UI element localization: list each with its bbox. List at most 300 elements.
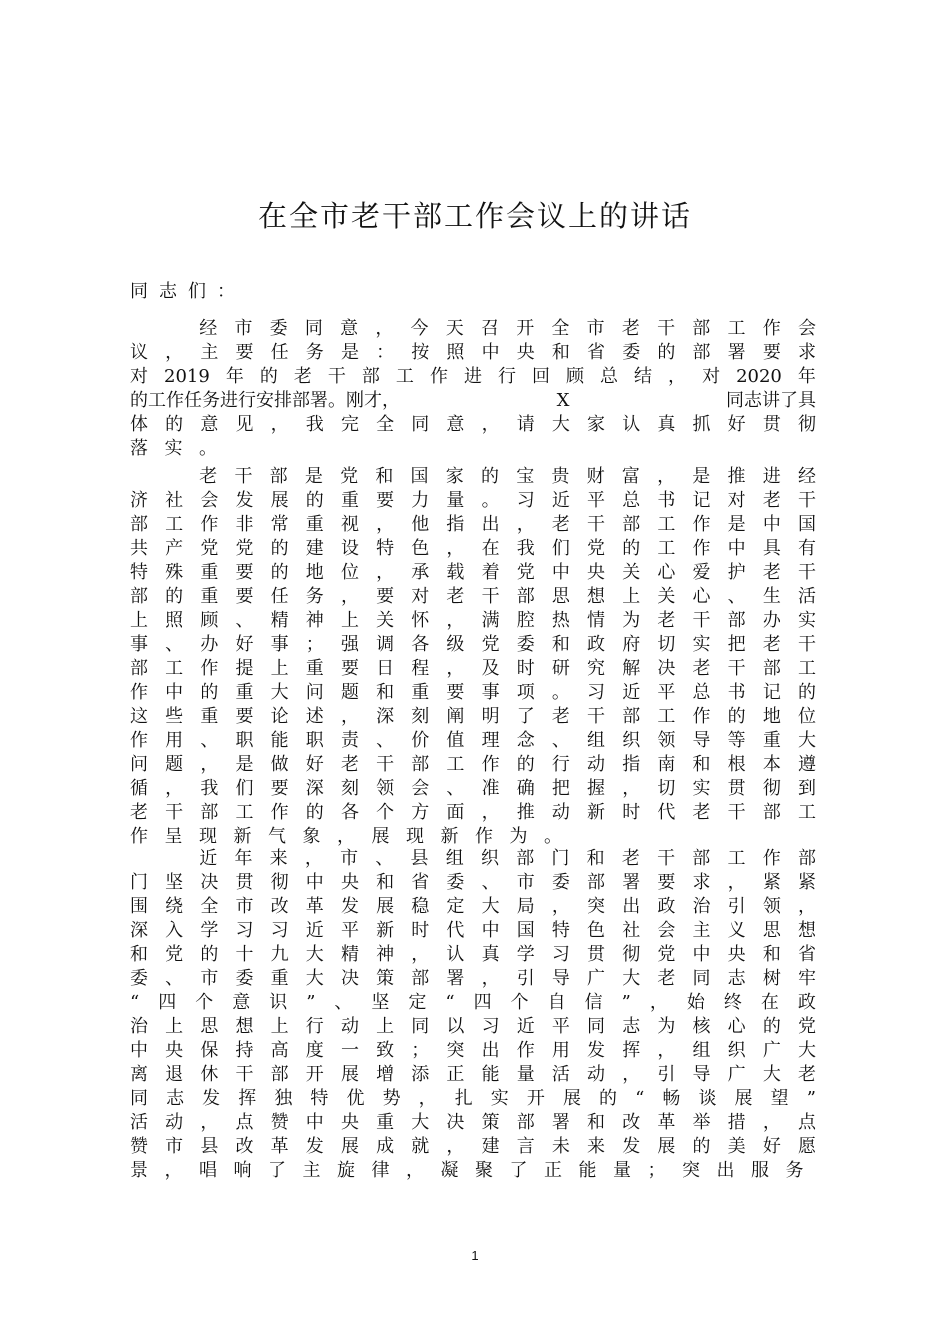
glyph: 赞 — [270, 1112, 289, 1133]
glyph: ， — [375, 318, 394, 339]
glyph: 的 — [599, 1088, 618, 1109]
glyph: 些 — [165, 706, 184, 727]
glyph: 畅 — [662, 1088, 681, 1109]
glyph: 等 — [727, 730, 746, 751]
glyph: 指 — [622, 754, 641, 775]
glyph: 展 — [376, 896, 395, 917]
glyph: 组 — [445, 848, 464, 869]
glyph: 理 — [481, 730, 500, 751]
glyph: 治 — [130, 1016, 148, 1037]
glyph: 作 — [692, 514, 711, 535]
glyph: 的 — [305, 802, 324, 823]
glyph: 想 — [587, 586, 606, 607]
glyph: 优 — [346, 1088, 365, 1109]
glyph: 经 — [199, 318, 218, 339]
glyph: 循 — [130, 778, 148, 799]
glyph: 握 — [587, 778, 606, 799]
glyph: 常 — [270, 514, 289, 535]
glyph: 牢 — [797, 968, 816, 989]
glyph: 作 — [516, 1040, 535, 1061]
glyph: 退 — [165, 1064, 184, 1085]
glyph: ； — [647, 1160, 666, 1181]
glyph: 的 — [797, 682, 816, 703]
glyph: 央 — [340, 872, 359, 893]
glyph: 求 — [692, 872, 711, 893]
glyph: 干 — [481, 586, 500, 607]
glyph: 为 — [622, 610, 641, 631]
glyph: 近 — [199, 848, 218, 869]
glyph: 着 — [481, 562, 500, 583]
paragraph-line — [130, 1111, 816, 1135]
glyph: 彻 — [622, 944, 641, 965]
glyph: 认 — [622, 414, 641, 435]
glyph: 央 — [516, 342, 535, 363]
glyph: ， — [270, 414, 289, 435]
glyph: 部 — [622, 514, 641, 535]
glyph: 工 — [657, 514, 676, 535]
glyph: 中 — [305, 872, 324, 893]
glyph: 同志讲了具 — [725, 390, 816, 411]
glyph: 指 — [446, 514, 465, 535]
glyph: 工 — [727, 848, 746, 869]
glyph: 宝 — [516, 466, 535, 487]
glyph: 织 — [727, 1040, 746, 1061]
glyph: 是 — [727, 514, 746, 535]
glyph: 府 — [622, 634, 641, 655]
glyph: 全 — [200, 896, 219, 917]
glyph: 发 — [202, 1088, 221, 1109]
glyph: 贯 — [587, 944, 606, 965]
glyph: 好 — [727, 414, 746, 435]
glyph: 县 — [410, 848, 429, 869]
glyph: 作 — [200, 514, 219, 535]
glyph: 位 — [340, 562, 359, 583]
glyph: 市 — [200, 968, 219, 989]
glyph: 导 — [692, 730, 711, 751]
glyph: ， — [200, 1112, 219, 1133]
paragraph-line — [130, 777, 816, 801]
glyph: 年 — [797, 366, 816, 387]
glyph: 决 — [657, 658, 676, 679]
glyph: 个 — [510, 992, 529, 1013]
glyph: 。 — [544, 826, 562, 847]
glyph: 是 — [235, 754, 254, 775]
glyph: 项 — [516, 682, 535, 703]
glyph: 议 — [130, 342, 148, 363]
glyph: 组 — [692, 1040, 711, 1061]
glyph: 总 — [692, 682, 711, 703]
glyph: 刻 — [411, 706, 430, 727]
glyph: 展 — [657, 1136, 676, 1157]
glyph: 的 — [259, 366, 278, 387]
glyph: 2020 — [736, 366, 782, 387]
glyph: 国 — [410, 466, 429, 487]
glyph: 记 — [762, 682, 781, 703]
glyph: 的 — [516, 754, 535, 775]
glyph: 重 — [270, 968, 289, 989]
glyph: 部 — [130, 586, 148, 607]
glyph: 工 — [797, 658, 816, 679]
glyph: 决 — [446, 1112, 465, 1133]
glyph: 部 — [269, 466, 288, 487]
glyph: 地 — [305, 562, 324, 583]
glyph: 、 — [446, 778, 465, 799]
glyph: 今 — [410, 318, 429, 339]
glyph: 进 — [463, 366, 482, 387]
glyph: 和 — [551, 342, 570, 363]
glyph: 市 — [234, 318, 253, 339]
glyph: 刻 — [340, 778, 359, 799]
glyph: 中 — [165, 682, 184, 703]
glyph: 彻 — [270, 872, 289, 893]
glyph: ； — [411, 1040, 430, 1061]
glyph: 新 — [376, 920, 395, 941]
glyph: 正 — [544, 1160, 562, 1181]
glyph: 。 — [551, 682, 570, 703]
glyph: 工 — [446, 754, 465, 775]
glyph: 大 — [411, 1112, 430, 1133]
glyph: 旋 — [337, 1160, 355, 1181]
glyph: 织 — [480, 848, 499, 869]
glyph: 大 — [270, 682, 289, 703]
glyph: 能 — [481, 1064, 500, 1085]
glyph: 署 — [551, 1112, 570, 1133]
paragraph-3 — [130, 847, 816, 1183]
glyph: ； — [305, 634, 324, 655]
glyph: ” — [306, 992, 316, 1013]
glyph: 满 — [481, 610, 500, 631]
glyph: 重 — [762, 730, 781, 751]
glyph: 色 — [411, 538, 430, 559]
glyph: 党 — [340, 466, 359, 487]
glyph: 能 — [270, 730, 289, 751]
glyph: 位 — [797, 706, 816, 727]
glyph: 阐 — [446, 706, 465, 727]
glyph: 结 — [634, 366, 653, 387]
glyph: 个 — [376, 802, 395, 823]
glyph: 治 — [692, 896, 711, 917]
glyph: 职 — [305, 730, 324, 751]
glyph: 南 — [657, 754, 676, 775]
glyph: 大 — [305, 968, 324, 989]
glyph: 这 — [130, 706, 148, 727]
glyph: 重 — [305, 658, 324, 679]
glyph: 工 — [165, 658, 184, 679]
glyph: 、 — [727, 586, 746, 607]
glyph: 委 — [130, 968, 148, 989]
glyph: 意 — [340, 318, 359, 339]
glyph: 委 — [551, 872, 570, 893]
glyph: 坚 — [371, 992, 390, 1013]
glyph: 坚 — [165, 872, 184, 893]
glyph: 大 — [797, 1040, 816, 1061]
glyph: 地 — [762, 706, 781, 727]
glyph: 色 — [587, 920, 606, 941]
glyph: 成 — [376, 1136, 395, 1157]
glyph: 怀 — [411, 610, 430, 631]
glyph: 改 — [622, 1112, 641, 1133]
glyph: 大 — [481, 896, 500, 917]
glyph: 、 — [165, 634, 184, 655]
glyph: 2019 — [164, 366, 210, 387]
glyph: 作 — [481, 754, 500, 775]
glyph: 是 — [340, 342, 359, 363]
glyph: ， — [622, 1064, 641, 1085]
glyph: 意 — [446, 414, 465, 435]
glyph: 稳 — [411, 896, 430, 917]
glyph: 建 — [305, 538, 324, 559]
glyph: 领 — [657, 730, 676, 751]
glyph: 自 — [547, 992, 566, 1013]
glyph: 要 — [270, 778, 289, 799]
glyph: 干 — [657, 318, 676, 339]
glyph: 真 — [481, 944, 500, 965]
glyph: 作 — [692, 706, 711, 727]
glyph: 老 — [762, 634, 781, 655]
glyph: 、 — [165, 968, 184, 989]
glyph: 和 — [587, 1112, 606, 1133]
glyph: 持 — [235, 1040, 254, 1061]
glyph: 党 — [165, 944, 184, 965]
glyph: 想 — [235, 1016, 254, 1037]
glyph: 始 — [686, 992, 705, 1013]
glyph: ， — [481, 802, 500, 823]
glyph: 。 — [481, 490, 500, 511]
glyph: 平 — [657, 682, 676, 703]
glyph: 谈 — [698, 1088, 717, 1109]
glyph: 老 — [692, 802, 711, 823]
glyph: ， — [668, 366, 687, 387]
glyph: 干 — [587, 706, 606, 727]
glyph: 策 — [481, 1112, 500, 1133]
glyph: 用 — [551, 1040, 570, 1061]
glyph: 题 — [340, 682, 359, 703]
glyph: 市 — [235, 896, 254, 917]
glyph: ， — [165, 342, 184, 363]
glyph: 彻 — [797, 414, 816, 435]
glyph: 新 — [233, 826, 252, 847]
glyph: 价 — [411, 730, 430, 751]
glyph: 工 — [797, 802, 816, 823]
glyph: ， — [446, 610, 465, 631]
glyph: 和 — [130, 944, 148, 965]
glyph: 决 — [200, 872, 219, 893]
paragraph-line — [130, 537, 816, 561]
paragraph-line — [130, 633, 816, 657]
glyph: 天 — [445, 318, 464, 339]
glyph: 入 — [165, 920, 184, 941]
glyph: 展 — [340, 1064, 359, 1085]
glyph: ， — [340, 586, 359, 607]
glyph: 中 — [551, 562, 570, 583]
glyph: 动 — [165, 1112, 184, 1133]
glyph: 重 — [200, 706, 219, 727]
glyph: 推 — [516, 802, 535, 823]
paragraph-line — [130, 561, 816, 585]
glyph: 习 — [587, 682, 606, 703]
glyph: 组 — [587, 730, 606, 751]
glyph: 深 — [305, 778, 324, 799]
paragraph-1 — [130, 317, 816, 461]
glyph: 委 — [269, 318, 288, 339]
glyph: 时 — [411, 920, 430, 941]
glyph: 在 — [760, 992, 779, 1013]
glyph: 贯 — [235, 872, 254, 893]
glyph: 上 — [270, 1016, 289, 1037]
glyph: 署 — [446, 968, 465, 989]
glyph: 力 — [411, 490, 430, 511]
glyph: 导 — [551, 968, 570, 989]
glyph: 实 — [490, 1088, 509, 1109]
paragraph-line — [130, 365, 816, 389]
glyph: 义 — [727, 920, 746, 941]
glyph: 活 — [797, 586, 816, 607]
glyph: 县 — [200, 1136, 219, 1157]
page-number: 1 — [471, 1248, 479, 1263]
glyph: 热 — [551, 610, 570, 631]
glyph: ， — [727, 872, 746, 893]
glyph: 了 — [516, 706, 535, 727]
glyph: 载 — [446, 562, 465, 583]
glyph: 求 — [797, 342, 816, 363]
glyph: 革 — [657, 1112, 676, 1133]
glyph: 真 — [657, 414, 676, 435]
glyph: 作 — [429, 366, 448, 387]
glyph: 发 — [340, 896, 359, 917]
glyph: 干 — [727, 658, 746, 679]
glyph: 党 — [587, 538, 606, 559]
glyph: 发 — [305, 1136, 324, 1157]
glyph: 对 — [702, 366, 721, 387]
glyph: 平 — [587, 490, 606, 511]
glyph: 彻 — [762, 778, 781, 799]
glyph: 和 — [551, 634, 570, 655]
glyph: 同 — [304, 318, 323, 339]
glyph: 。 — [199, 438, 217, 459]
glyph: 是 — [304, 466, 323, 487]
glyph: 部 — [516, 848, 535, 869]
glyph: 引 — [657, 1064, 676, 1085]
glyph: 部 — [411, 968, 430, 989]
glyph: 工 — [657, 706, 676, 727]
indent-spacer — [130, 317, 182, 341]
glyph: 作 — [762, 318, 781, 339]
glyph: 是 — [692, 466, 711, 487]
glyph: 四 — [158, 992, 177, 1013]
paragraph-line — [130, 943, 816, 967]
glyph: 要 — [235, 706, 254, 727]
glyph: ， — [165, 778, 184, 799]
glyph: 出 — [622, 896, 641, 917]
glyph: 的 — [165, 586, 184, 607]
glyph: 言 — [516, 1136, 535, 1157]
glyph: 重 — [200, 586, 219, 607]
glyph: 举 — [692, 1112, 711, 1133]
indent-spacer — [130, 465, 182, 489]
glyph: 我 — [516, 538, 535, 559]
glyph: 干 — [797, 562, 816, 583]
paragraph-line — [130, 1087, 816, 1111]
glyph: 唱 — [199, 1160, 217, 1181]
glyph: 休 — [200, 1064, 219, 1085]
glyph: 共 — [130, 538, 148, 559]
paragraph-line — [130, 753, 816, 777]
glyph: 保 — [200, 1040, 219, 1061]
glyph: 能 — [578, 1160, 597, 1181]
glyph: 上 — [340, 610, 359, 631]
glyph: ， — [406, 1160, 424, 1181]
glyph: 党 — [235, 538, 254, 559]
glyph: 上 — [622, 586, 641, 607]
glyph: 级 — [446, 634, 465, 655]
glyph: 中 — [130, 1040, 148, 1061]
glyph: 思 — [200, 1016, 219, 1037]
glyph: 特 — [310, 1088, 329, 1109]
glyph: 和 — [376, 872, 395, 893]
glyph: 务 — [785, 1160, 804, 1181]
glyph: 近 — [551, 490, 570, 511]
glyph: ： — [376, 342, 395, 363]
glyph: 遵 — [797, 754, 816, 775]
glyph: 本 — [762, 754, 781, 775]
glyph: 定 — [408, 992, 427, 1013]
glyph: 时 — [622, 802, 641, 823]
glyph: 爱 — [692, 562, 711, 583]
glyph: 重 — [235, 682, 254, 703]
glyph: 开 — [305, 1064, 324, 1085]
glyph: 强 — [340, 634, 359, 655]
paragraph-line — [130, 871, 816, 895]
glyph: 省 — [587, 342, 606, 363]
glyph: 政 — [657, 896, 676, 917]
glyph: 的 — [692, 1136, 711, 1157]
glyph: 总 — [600, 366, 619, 387]
glyph: 改 — [270, 896, 289, 917]
glyph: 部 — [130, 514, 148, 535]
glyph: 题 — [165, 754, 184, 775]
glyph: 部 — [762, 658, 781, 679]
glyph: 为 — [657, 1016, 676, 1037]
glyph: 部 — [516, 586, 535, 607]
glyph: 全 — [551, 318, 570, 339]
glyph: 新 — [440, 826, 459, 847]
glyph: 面 — [446, 802, 465, 823]
glyph: 干 — [797, 634, 816, 655]
glyph: 愿 — [797, 1136, 816, 1157]
glyph: 书 — [657, 490, 676, 511]
glyph: 关 — [622, 562, 641, 583]
glyph: 突 — [682, 1160, 700, 1181]
glyph: 职 — [235, 730, 254, 751]
glyph: 现 — [406, 826, 424, 847]
glyph: 老 — [657, 610, 676, 631]
glyph: 树 — [762, 968, 781, 989]
glyph: 务 — [305, 342, 324, 363]
glyph: 未 — [551, 1136, 570, 1157]
glyph: 的 — [165, 414, 184, 435]
glyph: 署 — [727, 342, 746, 363]
glyph: 志 — [622, 1016, 641, 1037]
glyph: 的 — [480, 466, 499, 487]
glyph: 新 — [587, 802, 606, 823]
glyph: 部 — [622, 706, 641, 727]
glyph: 想 — [797, 920, 816, 941]
glyph: 增 — [376, 1064, 395, 1085]
glyph: 的 — [657, 342, 676, 363]
glyph: 作 — [200, 658, 219, 679]
glyph: 落 — [130, 438, 148, 459]
glyph: 、 — [334, 992, 353, 1013]
